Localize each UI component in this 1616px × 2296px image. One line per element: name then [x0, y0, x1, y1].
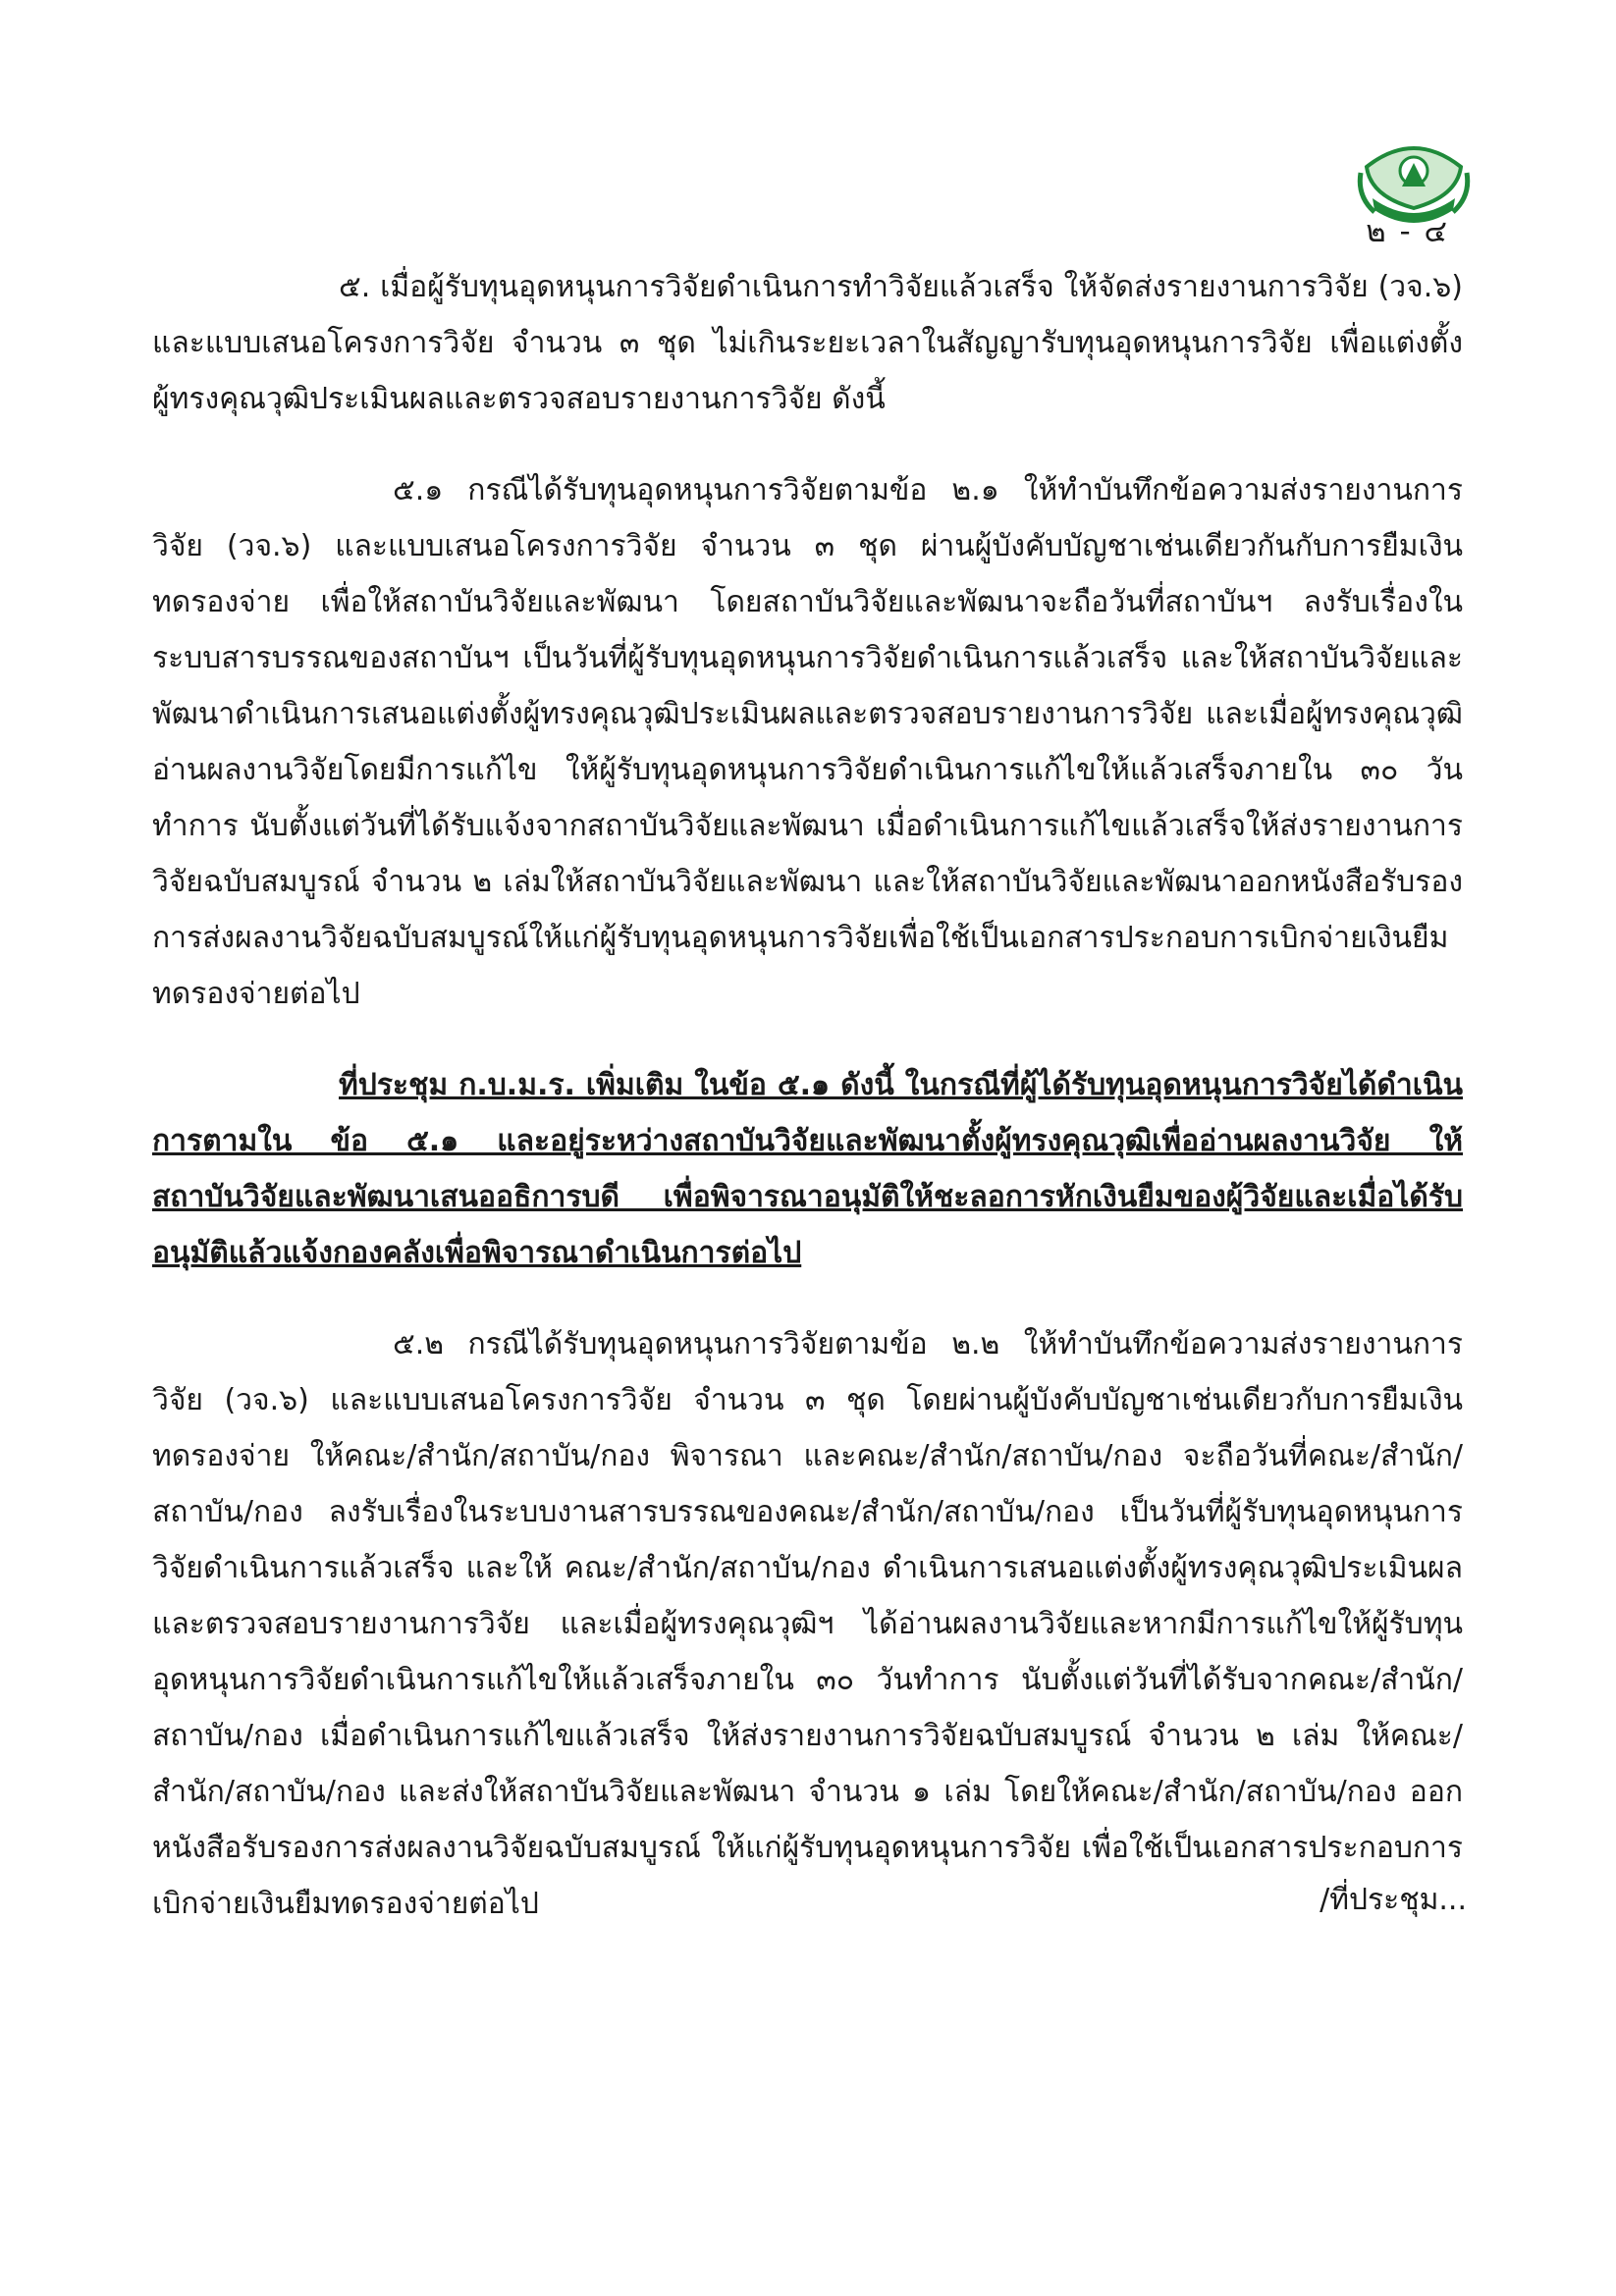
continuation-marker: /ที่ประชุม...	[1320, 1883, 1467, 1917]
paragraph-5-1: ๕.๑ กรณีได้รับทุนอุดหนุนการวิจัยตามข้อ ๒.๑ ให้ทำบันทึกข้อความส่งรายงานการวิจัย (วจ.๖) และแบบเสนอโครงการวิจัย จำนวน ๓ ชุด ผ่านผู้บังคับบัญชาเช่นเดียวกันกับการยืมเงินทดรองจ่าย เพื่อให้สถาบันวิจัยและพัฒนา โดยสถาบันวิจัยและพัฒนาจะถือวันที่สถาบันฯ ลงรับเรื่องในระบบสารบรรณของสถาบันฯ เป็นวันที่ผู้รับทุนอุดหนุนการวิจัยดำเนินการแล้วเสร็จ และให้สถาบันวิจัยและพัฒนาดำเนินการเสนอแต่งตั้งผู้ทรงคุณวุฒิประเมินผลและตรวจสอบรายงานการวิจัย และเมื่อผู้ทรงคุณวุฒิอ่านผลงานวิจัยโดยมีการแก้ไข ให้ผู้รับทุนอุดหนุนการวิจัยดำเนินการแก้ไขให้แล้วเสร็จภายใน ๓๐ วันทำการ นับตั้งแต่วันที่ได้รับแจ้งจากสถาบันวิจัยและพัฒนา เมื่อดำเนินการแก้ไขแล้วเสร็จให้ส่งรายงานการวิจัยฉบับสมบูรณ์ จำนวน ๒ เล่มให้สถาบันวิจัยและพัฒนา และให้สถาบันวิจัยและพัฒนาออกหนังสือรับรองการส่งผลงานวิจัยฉบับสมบูรณ์ให้แก่ผู้รับทุนอุดหนุนการวิจัยเพื่อใช้เป็นเอกสารประกอบการเบิกจ่ายเงินยืมทดรองจ่ายต่อไป	[152, 473, 1463, 1011]
page-number: ๒ - ๔	[1366, 214, 1449, 249]
document-body	[152, 259, 1463, 1932]
paragraph-5: ๕. เมื่อผู้รับทุนอุดหนุนการวิจัยดำเนินการทำวิจัยแล้วเสร็จ ให้จัดส่งรายงานการวิจัย (วจ.๖) และแบบเสนอโครงการวิจัย จำนวน ๓ ชุด ไม่เกินระยะเวลาในสัญญารับทุนอุดหนุนการวิจัย เพื่อแต่งตั้งผู้ทรงคุณวุฒิประเมินผลและตรวจสอบรายงานการวิจัย ดังนี้	[152, 270, 1463, 416]
paragraph-5-2: ๕.๒ กรณีได้รับทุนอุดหนุนการวิจัยตามข้อ ๒.๒ ให้ทำบันทึกข้อความส่งรายงานการวิจัย (วจ.๖) และแบบเสนอโครงการวิจัย จำนวน ๓ ชุด โดยผ่านผู้บังคับบัญชาเช่นเดียวกับการยืมเงินทดรองจ่าย ให้คณะ/สำนัก/สถาบัน/กอง พิจารณา และคณะ/สำนัก/สถาบัน/กอง จะถือวันที่คณะ/สำนัก/สถาบัน/กอง ลงรับเรื่องในระบบงานสารบรรณของคณะ/สำนัก/สถาบัน/กอง เป็นวันที่ผู้รับทุนอุดหนุนการวิจัยดำเนินการแล้วเสร็จ และให้ คณะ/สำนัก/สถาบัน/กอง ดำเนินการเสนอแต่งตั้งผู้ทรงคุณวุฒิประเมินผลและตรวจสอบรายงานการวิจัย และเมื่อผู้ทรงคุณวุฒิฯ ได้อ่านผลงานวิจัยและหากมีการแก้ไขให้ผู้รับทุนอุดหนุนการวิจัยดำเนินการแก้ไขให้แล้วเสร็จภายใน ๓๐ วันทำการ นับตั้งแต่วันที่ได้รับจากคณะ/สำนัก/สถาบัน/กอง เมื่อดำเนินการแก้ไขแล้วเสร็จ ให้ส่งรายงานการวิจัยฉบับสมบูรณ์ จำนวน ๒ เล่ม ให้คณะ/สำนัก/สถาบัน/กอง และส่งให้สถาบันวิจัยและพัฒนา จำนวน ๑ เล่ม โดยให้คณะ/สำนัก/สถาบัน/กอง ออกหนังสือรับรองการส่งผลงานวิจัยฉบับสมบูรณ์ ให้แก่ผู้รับทุนอุดหนุนการวิจัย เพื่อใช้เป็นเอกสารประกอบการเบิกจ่ายเงินยืมทดรองจ่ายต่อไป	[152, 1327, 1463, 1921]
paragraph-meeting-resolution: ที่ประชุม ก.บ.ม.ร. เพิ่มเติม ในข้อ ๕.๑ ดังนี้ ในกรณีที่ผู้ได้รับทุนอุดหนุนการวิจัยได้ดำเนินการตามใน ข้อ ๕.๑ และอยู่ระหว่างสถาบันวิจัยและพัฒนาตั้งผู้ทรงคุณวุฒิเพื่ออ่านผลงานวิจัย ให้สถาบันวิจัยและพัฒนาเสนออธิการบดี เพื่อพิจารณาอนุมัติให้ชะลอการหักเงินยืมของผู้วิจัยและเมื่อได้รับอนุมัติแล้วแจ้งกองคลังเพื่อพิจารณาดำเนินการต่อไป	[152, 1068, 1463, 1270]
